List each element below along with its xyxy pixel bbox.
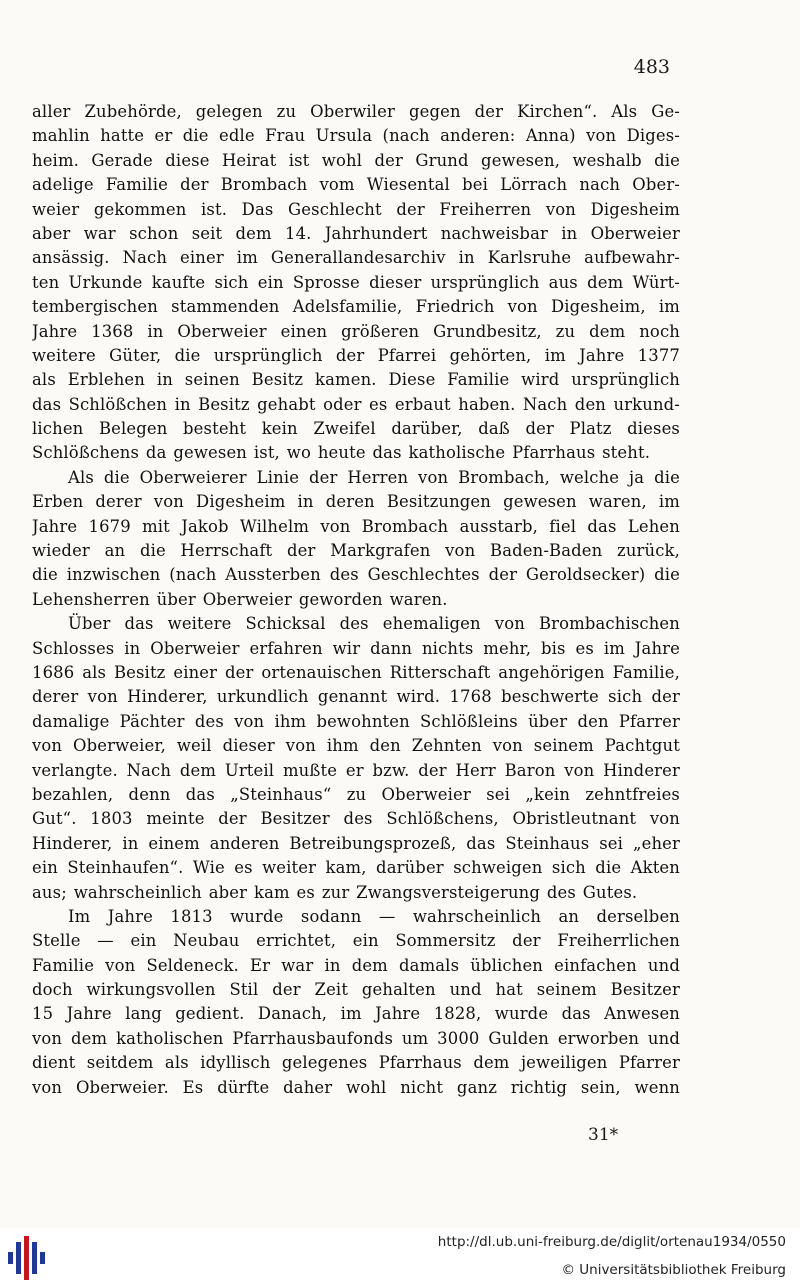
- text-line: Schlosses in Oberweier erfahren wir dann nichts mehr, bis es im Jahre: [32, 638, 680, 658]
- text-line: Über das weitere Schicksal des ehemaligen von Brombachischen: [68, 614, 680, 634]
- body-text: [32, 100, 680, 1100]
- text-line: lichen Belegen besteht kein Zweifel darüber, daß der Platz dieses: [32, 419, 680, 439]
- page-number: 483: [633, 56, 670, 78]
- signature-mark: 31*: [588, 1125, 619, 1145]
- text-line: Gut“. 1803 meinte der Besitzer des Schlößchens, Obristleutnant von: [32, 809, 680, 829]
- text-line: Stelle — ein Neubau errichtet, ein Sommersitz der Freiherrlichen: [32, 931, 680, 951]
- text-line: aller Zubehörde, gelegen zu Oberwiler gegen der Kirchen“. Als Ge-: [32, 102, 680, 121]
- text-line: weier gekommen ist. Das Geschlecht der Freiherren von Digesheim: [32, 199, 680, 219]
- text-line: Hinderer, in einem anderen Betreibungsprozeß, das Steinhaus sei „eher: [32, 833, 680, 853]
- footer: [0, 1228, 800, 1286]
- text-line: Jahre 1679 mit Jakob Wilhelm von Brombach ausstarb, fiel das Lehen: [32, 516, 680, 536]
- text-line: die inzwischen (nach Aussterben des Geschlechtes der Geroldsecker) die: [32, 565, 680, 585]
- text-line: 15 Jahre lang gedient. Danach, im Jahre 1828, wurde das Anwesen: [32, 1004, 680, 1024]
- text-line: ein Steinhaufen“. Wie es weiter kam, darüber schweigen sich die Akten: [32, 858, 680, 878]
- source-url-link[interactable]: http://dl.ub.uni-freiburg.de/diglit/ortenau1934/0550: [437, 1234, 786, 1250]
- text-line: bezahlen, denn das „Steinhaus“ zu Oberweier sei „kein zehntfreies: [32, 784, 680, 804]
- text-line: verlangte. Nach dem Urteil mußte er bzw. der Herr Baron von Hinderer: [32, 760, 680, 780]
- text-line: aus; wahrscheinlich aber kam es zur Zwangsversteigerung des Gutes.: [32, 882, 638, 902]
- text-line: Im Jahre 1813 wurde sodann — wahrscheinlich an derselben: [68, 906, 680, 926]
- text-line: Erben derer von Digesheim in deren Besitzungen gewesen waren, im: [32, 492, 680, 512]
- text-line: dient seitdem als idyllisch gelegenes Pfarrhaus dem jeweiligen Pfarrer: [32, 1053, 680, 1073]
- text-line: aber war schon seit dem 14. Jahrhundert nachweisbar in Oberweier: [32, 223, 680, 243]
- text-line: Schlößchens da gewesen ist, wo heute das katholische Pfarrhaus steht.: [32, 443, 651, 463]
- text-line: das Schlößchen in Besitz gehabt oder es erbaut haben. Nach den urkund-: [32, 394, 680, 414]
- text-line: als Erblehen in seinen Besitz kamen. Diese Familie wird ursprünglich: [32, 370, 680, 390]
- text-line: damalige Pächter des von ihm bewohnten Schlößleins über den Pfarrer: [32, 711, 680, 731]
- text-line: heim. Gerade diese Heirat ist wohl der Grund gewesen, weshalb die: [32, 150, 680, 170]
- text-line: mahlin hatte er die edle Frau Ursula (nach anderen: Anna) von Diges-: [32, 126, 680, 146]
- text-line: von Oberweier, weil dieser von ihm den Zehnten von seinem Pachtgut: [32, 736, 680, 756]
- text-line: ansässig. Nach einer im Generallandesarchiv in Karlsruhe aufbewahr-: [32, 248, 680, 268]
- text-line: von dem katholischen Pfarrhausbaufonds um 3000 Gulden erworben und: [32, 1028, 680, 1048]
- text-line: wieder an die Herrschaft der Markgrafen von Baden-Baden zurück,: [32, 541, 680, 561]
- text-line: adelige Familie der Brombach vom Wiesental bei Lörrach nach Ober-: [32, 175, 680, 195]
- text-line: tembergischen stammenden Adelsfamilie, Friedrich von Digesheim, im: [32, 297, 680, 317]
- text-line: doch wirkungsvollen Stil der Zeit gehalten und hat seinem Besitzer: [32, 980, 680, 1000]
- text-line: Familie von Seldeneck. Er war in dem damals üblichen einfachen und: [32, 955, 680, 975]
- text-line: Lehensherren über Oberweier geworden waren.: [32, 589, 448, 609]
- text-line: derer von Hinderer, urkundlich genannt wird. 1768 beschwerte sich der: [32, 687, 680, 707]
- copyright-notice: © Universitätsbibliothek Freiburg: [561, 1262, 786, 1278]
- text-line: Jahre 1368 in Oberweier einen größeren Grundbesitz, zu dem noch: [32, 321, 680, 341]
- text-line: Als die Oberweierer Linie der Herren von Brombach, welche ja die: [68, 467, 680, 487]
- text-line: 1686 als Besitz einer der ortenauischen Ritterschaft angehörigen Familie,: [32, 662, 680, 682]
- text-line: weitere Güter, die ursprünglich der Pfarrei gehörten, im Jahre 1377: [32, 345, 680, 365]
- library-logo-icon: [6, 1236, 50, 1280]
- text-line: ten Urkunde kaufte sich ein Sprosse dieser ursprünglich aus dem Würt-: [32, 272, 680, 292]
- text-line: von Oberweier. Es dürfte daher wohl nicht ganz richtig sein, wenn: [32, 1077, 680, 1097]
